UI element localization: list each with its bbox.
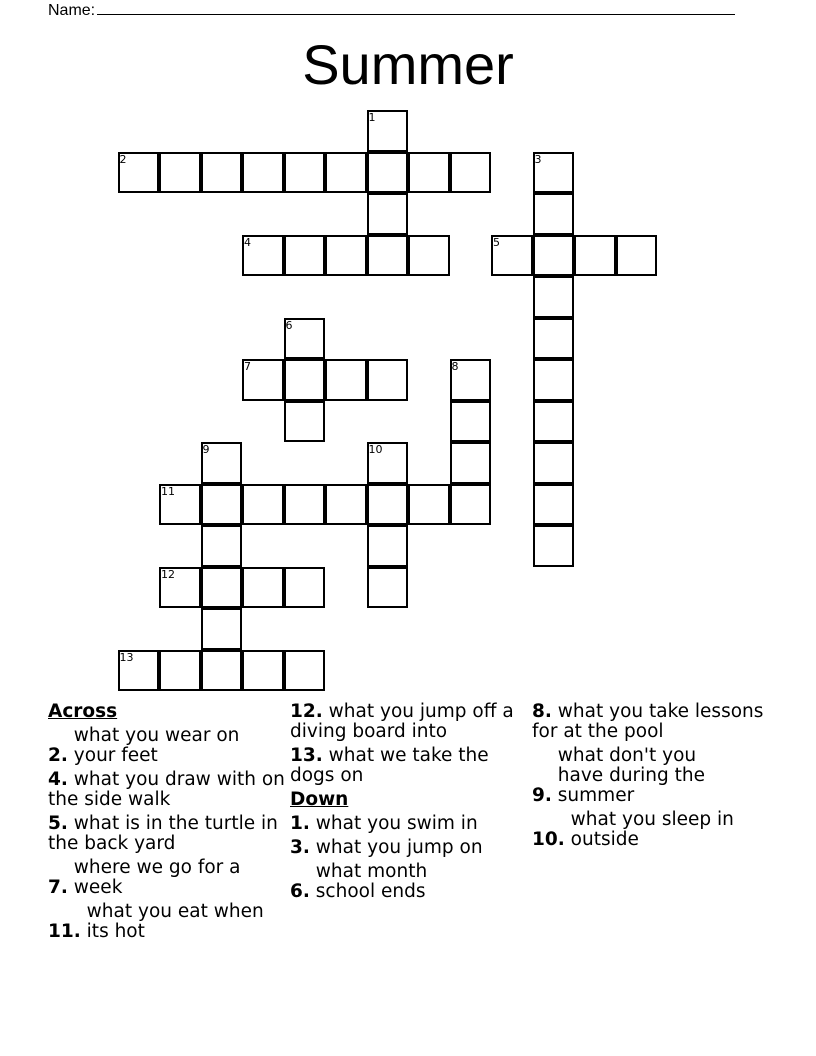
clue-text: what is in the turtle in the back yard — [48, 813, 278, 854]
grid-cell[interactable] — [284, 484, 326, 526]
grid-cell[interactable] — [533, 401, 575, 443]
grid-cell[interactable] — [367, 525, 409, 567]
grid-cell[interactable] — [367, 152, 409, 194]
grid-cell[interactable] — [159, 152, 201, 194]
clue-down-10 — [532, 810, 782, 850]
grid-cell[interactable] — [408, 235, 450, 277]
clue-text: what we take the dogs on — [290, 745, 489, 786]
clue-number: 2. — [48, 745, 68, 766]
clue-number: 6. — [290, 881, 310, 902]
grid-cell[interactable] — [450, 484, 492, 526]
grid-cell[interactable] — [367, 193, 409, 235]
clue-number: 4. — [48, 769, 68, 790]
clue-number: 12. — [290, 701, 323, 722]
clue-number: 11. — [48, 921, 81, 942]
grid-cell[interactable] — [533, 193, 575, 235]
clue-number-label: 13 — [119, 650, 134, 664]
grid-cell[interactable] — [284, 152, 326, 194]
grid-cell[interactable] — [408, 484, 450, 526]
clues-column-3 — [532, 702, 782, 854]
clue-number-label: 8 — [451, 360, 459, 373]
grid-cell[interactable] — [450, 401, 492, 443]
clue-down-8 — [532, 702, 782, 742]
grid-cell[interactable] — [201, 650, 243, 692]
grid-cell[interactable] — [367, 484, 409, 526]
clue-text: what you jump on — [315, 837, 483, 858]
grid-cell[interactable] — [533, 318, 575, 360]
clue-across-12 — [290, 702, 532, 742]
clues-column-2 — [290, 702, 532, 906]
clue-number-label: 5 — [493, 235, 500, 249]
clue-across-4 — [48, 770, 290, 810]
grid-cell[interactable] — [367, 567, 409, 609]
grid-cell[interactable] — [325, 359, 367, 401]
grid-cell[interactable] — [325, 235, 367, 277]
clue-text: what you take lessons for at the pool — [532, 701, 764, 742]
grid-cell[interactable] — [284, 235, 326, 277]
grid-cell[interactable] — [201, 608, 243, 650]
grid-cell[interactable] — [242, 152, 284, 194]
clue-number: 13. — [290, 745, 323, 766]
grid-cell[interactable] — [325, 484, 367, 526]
grid-cell[interactable] — [159, 650, 201, 692]
grid-cell[interactable] — [284, 567, 326, 609]
clue-number-label: 1 — [368, 111, 376, 124]
clue-text: where we go for a week — [73, 857, 241, 898]
grid-cell[interactable] — [201, 152, 243, 194]
clue-text: what you draw with on the side walk — [48, 769, 285, 810]
clue-number: 7. — [48, 877, 68, 898]
grid-cell[interactable] — [533, 525, 575, 567]
clue-text: what you sleep in outside — [570, 809, 734, 850]
grid-cell[interactable] — [533, 235, 575, 277]
grid-cell[interactable] — [533, 359, 575, 401]
clue-down-9 — [532, 746, 782, 806]
clue-number-label: 4 — [244, 235, 251, 249]
clues-column-1 — [48, 702, 290, 946]
grid-cell[interactable] — [242, 567, 284, 609]
grid-cell[interactable] — [284, 359, 326, 401]
clue-across-2 — [48, 726, 290, 766]
clue-number: 9. — [532, 785, 552, 806]
grid-cell[interactable] — [450, 442, 492, 484]
grid-cell[interactable] — [242, 484, 284, 526]
clue-across-11 — [48, 902, 290, 942]
grid-cell[interactable] — [201, 484, 243, 526]
grid-cell[interactable] — [533, 276, 575, 318]
clue-number-label: 10 — [368, 443, 383, 456]
clue-number-label: 3 — [534, 152, 542, 166]
clue-across-13 — [290, 746, 532, 786]
clue-number-label: 6 — [285, 318, 293, 332]
clue-text: what you swim in — [315, 813, 478, 834]
clue-number-label: 7 — [244, 360, 251, 373]
across-heading: Across — [48, 701, 118, 722]
down-heading: Down — [290, 789, 349, 810]
clue-number: 8. — [532, 701, 552, 722]
clue-text: what you wear on your feet — [73, 725, 240, 766]
clue-across-7 — [48, 858, 290, 898]
clue-down-6 — [290, 862, 532, 902]
grid-cell[interactable] — [201, 567, 243, 609]
clue-text: what don't you have during the summer — [557, 745, 705, 806]
grid-cell[interactable] — [201, 525, 243, 567]
clue-number: 10. — [532, 829, 565, 850]
grid-cell[interactable] — [284, 401, 326, 443]
grid-cell[interactable] — [284, 650, 326, 692]
grid-cell[interactable] — [450, 152, 492, 194]
grid-cell[interactable] — [533, 484, 575, 526]
clue-text: what you eat when its hot — [86, 901, 264, 942]
grid-cell[interactable] — [574, 235, 616, 277]
clue-number-label: 12 — [161, 567, 175, 581]
page-title: Summer — [302, 33, 514, 96]
grid-cell[interactable] — [242, 650, 284, 692]
clue-number: 1. — [290, 813, 310, 834]
clue-number: 3. — [290, 837, 310, 858]
grid-cell[interactable] — [325, 152, 367, 194]
clue-text: what you jump off a diving board into — [290, 701, 514, 742]
clue-number-label: 2 — [119, 152, 127, 166]
clue-down-1 — [290, 814, 532, 834]
clue-number-label: 9 — [202, 443, 210, 456]
clue-down-3 — [290, 838, 532, 858]
name-label: Name: — [48, 2, 96, 19]
grid-cell[interactable] — [616, 235, 658, 277]
clue-number: 5. — [48, 813, 68, 834]
grid-cell[interactable] — [367, 235, 409, 277]
grid-cell[interactable] — [408, 152, 450, 194]
clue-number-label: 11 — [161, 484, 175, 498]
grid-cell[interactable] — [367, 359, 409, 401]
grid-cell[interactable] — [533, 442, 575, 484]
clue-text: what month school ends — [315, 861, 428, 902]
clue-across-5 — [48, 814, 290, 854]
